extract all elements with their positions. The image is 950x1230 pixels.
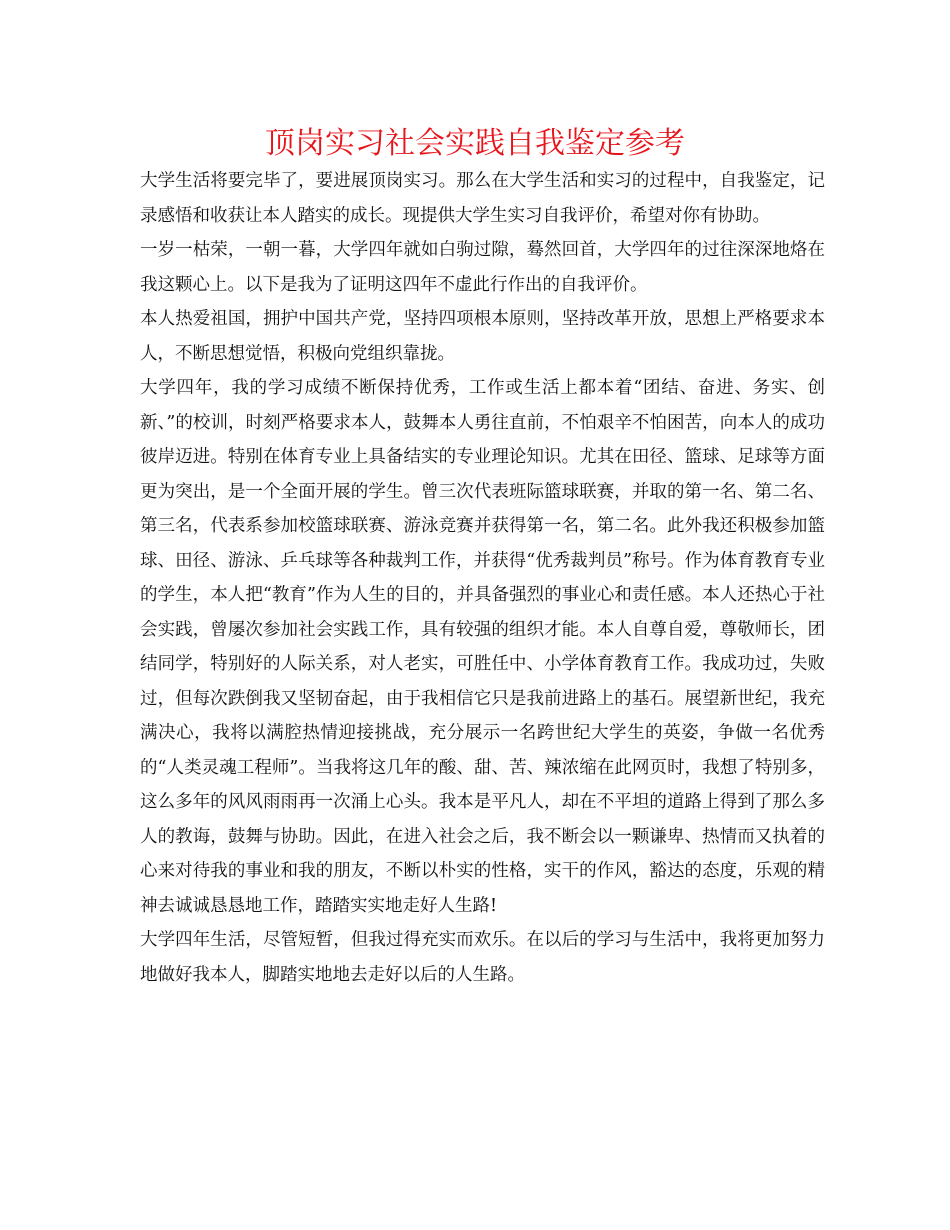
paragraph-intro: 大学生活将要完毕了，要进展顶岗实习。那么在大学生活和实习的过程中，自我鉴定，记录感悟和收获让本人踏实的成长。现提供大学生实习自我评价，希望对你有协助。 [140, 171, 825, 226]
paragraph-conclusion: 大学四年生活，尽管短暂，但我过得充实而欢乐。在以后的学习与生活中，我将更加努力地做好我本人，脚踏实地地去走好以后的人生路。 [140, 930, 825, 985]
paragraph-reflection: 一岁一枯荣，一朝一暮，大学四年就如白驹过隙，蓦然回首，大学四年的过往深深地烙在我这颗心上。以下是我为了证明这四年不虚此行作出的自我评价。 [140, 240, 825, 295]
paragraph-political: 本人热爱祖国，拥护中国共产党，坚持四项根本原则，坚持改革开放，思想上严格要求本人，不断思想觉悟，积极向党组织靠拢。 [140, 309, 825, 364]
paragraph-achievements: 大学四年，我的学习成绩不断保持优秀，工作或生活上都本着“团结、奋进、务实、创新、”的校训，时刻严格要求本人，鼓舞本人勇往直前，不怕艰辛不怕困苦，向本人的成功彼岸迈进。特别在体育专业上具备结实的专业理论知识。尤其在田径、篮球、足球等方面更为突出，是一个全面开展的学生。曾三次代表班际篮球联赛，并取的第一名、第二名、第三名，代表系参加校篮球联赛、游泳竞赛并获得第一名，第二名。此外我还积极参加篮球、田径、游泳、乒乓球等各种裁判工作，并获得“优秀裁判员”称号。作为体育教育专业的学生，本人把“教育”作为人生的目的，并具备强烈的事业心和责任感。本人还热心于社会实践，曾屡次参加社会实践工作，具有较强的组织才能。本人自尊自爱，尊敬师长，团结同学，特别好的人际关系，对人老实，可胜任中、小学体育教育工作。我成功过，失败过，但每次跌倒我又坚韧奋起，由于我相信它只是我前进路上的基石。展望新世纪，我充满决心，我将以满腔热情迎接挑战，充分展示一名跨世纪大学生的英姿，争做一名优秀的“人类灵魂工程师”。当我将这几年的酸、甜、苦、辣浓缩在此网页时，我想了特别多，这么多年的风风雨雨再一次涌上心头。我本是平凡人，却在不平坦的道路上得到了那么多人的教诲，鼓舞与协助。因此，在进入社会之后，我不断会以一颗谦卑、热情而又执着的心来对待我的事业和我的朋友，不断以朴实的性格，实干的作风，豁达的态度，乐观的精神去诚诚恳恳地工作，踏踏实实地走好人生路! [140, 378, 825, 916]
document-body [140, 164, 825, 992]
document-title: 顶岗实习社会实践自我鉴定参考 [265, 126, 685, 161]
